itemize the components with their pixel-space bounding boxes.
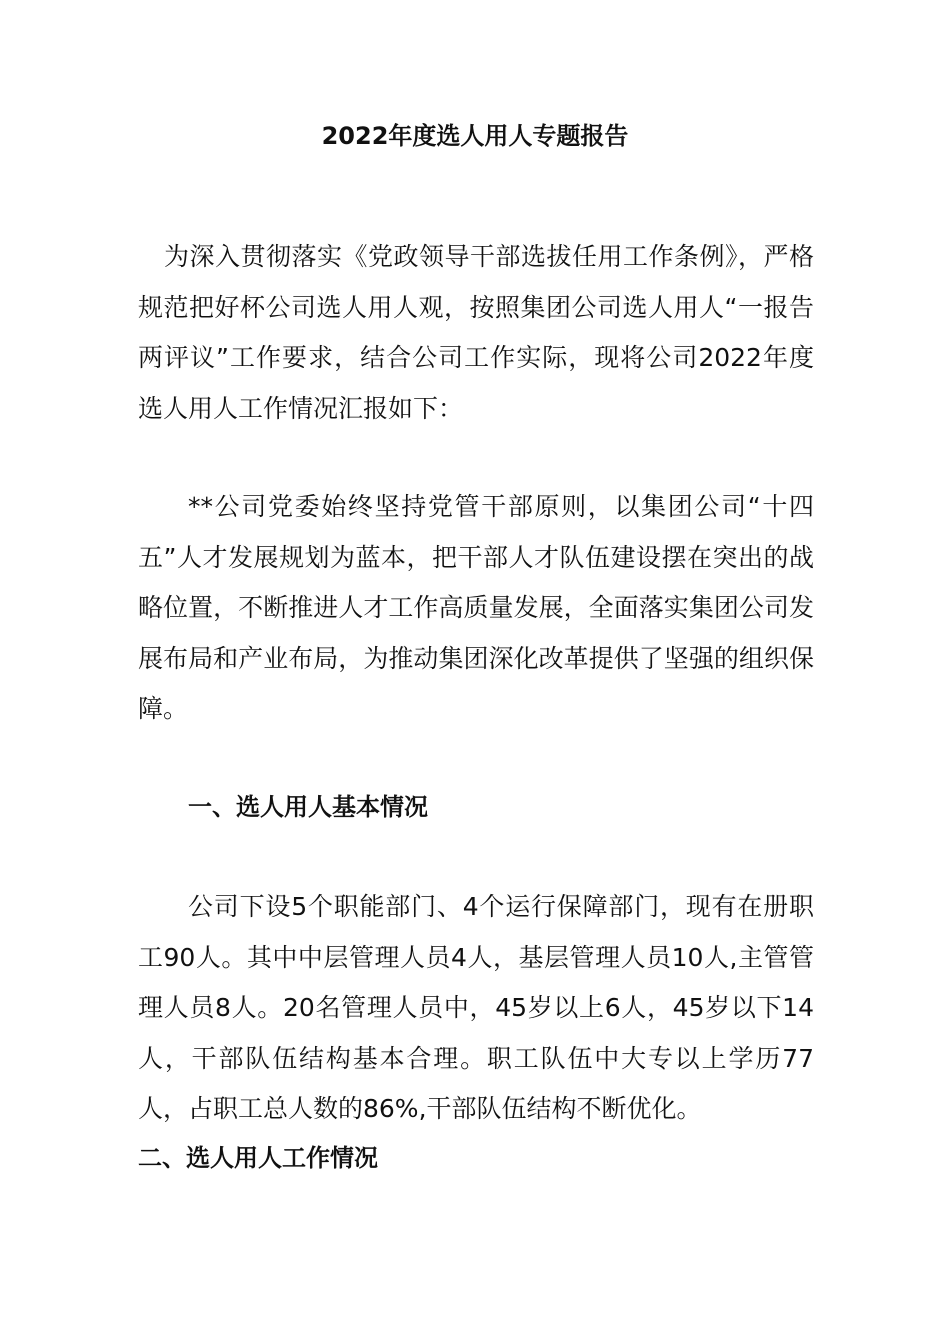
party-committee-paragraph: **公司党委始终坚持党管干部原则，以集团公司“十四五”人才发展规划为蓝本，把干部人才队伍建设摆在突出的战略位置，不断推进人才工作高质量发展，全面落实集团公司发展布局和产业布局，为推动集团深化改革提供了坚强的组织保障。 bbox=[138, 492, 814, 723]
section-heading-2: 二、选人用人工作情况 bbox=[138, 1144, 378, 1172]
section-heading-1: 一、选人用人基本情况 bbox=[188, 793, 428, 821]
intro-paragraph: 为深入贯彻落实《党政领导干部选拔任用工作条例》，严格规范把好杯公司选人用人观，按照集团公司选人用人“一报告两评议”工作要求，结合公司工作实际，现将公司2022年度选人用人工作情况汇报如下： bbox=[138, 242, 814, 423]
staffing-paragraph: 公司下设5个职能部门、4个运行保障部门，现有在册职工90人。其中中层管理人员4人，基层管理人员10人,主管管理人员8人。20名管理人员中，45岁以上6人，45岁以下14人，干部队伍结构基本合理。职工队伍中大专以上学历77人，占职工总人数的86%,干部队伍结构不断优化。 bbox=[138, 892, 814, 1123]
document-title: 2022年度选人用人专题报告 bbox=[321, 122, 629, 150]
